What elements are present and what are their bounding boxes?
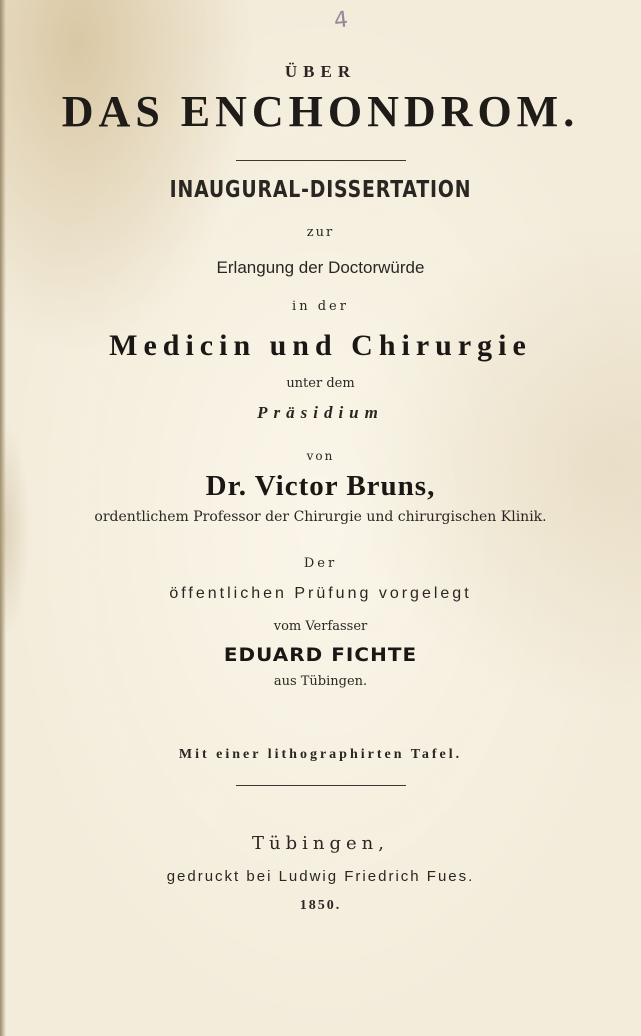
- text-erlangung: Erlangung der Doctorwürde: [216, 258, 425, 277]
- text-unter-dem: unter dem: [286, 376, 355, 391]
- printer-line: gedruckt bei Ludwig Friedrich Fues.: [166, 868, 475, 885]
- dissertation-heading: INAUGURAL-DISSERTATION: [169, 177, 472, 203]
- imprint-place: Tübingen,: [252, 833, 389, 854]
- president-title: ordentlichem Professor der Chirurgie und chirurgischen Klinik.: [94, 509, 547, 525]
- text-in-der: in der: [292, 299, 349, 314]
- text-von: von: [306, 449, 335, 463]
- pencil-mark: 4: [332, 7, 350, 34]
- text-zur: zur: [306, 225, 335, 240]
- faculty-heading: Medicin und Chirurgie: [109, 329, 532, 362]
- author-name: EDUARD FICHTE: [223, 644, 418, 666]
- title-ueber: ÜBER: [284, 62, 357, 81]
- plate-note: Mit einer lithographirten Tafel.: [178, 747, 463, 762]
- text-der: Der: [303, 556, 338, 571]
- divider-bottom: [236, 785, 406, 786]
- publication-year: 1850.: [299, 898, 342, 913]
- main-title: DAS ENCHONDROM.: [61, 87, 580, 136]
- president-name: Dr. Victor Bruns,: [205, 470, 436, 502]
- text-vom-verfasser: vom Verfasser: [273, 619, 368, 634]
- text-praesidium: Präsidium: [257, 403, 384, 422]
- author-origin: aus Tübingen.: [273, 674, 368, 689]
- divider-top: [236, 160, 406, 161]
- text-pruefung: öffentlichen Prüfung vorgelegt: [169, 585, 472, 602]
